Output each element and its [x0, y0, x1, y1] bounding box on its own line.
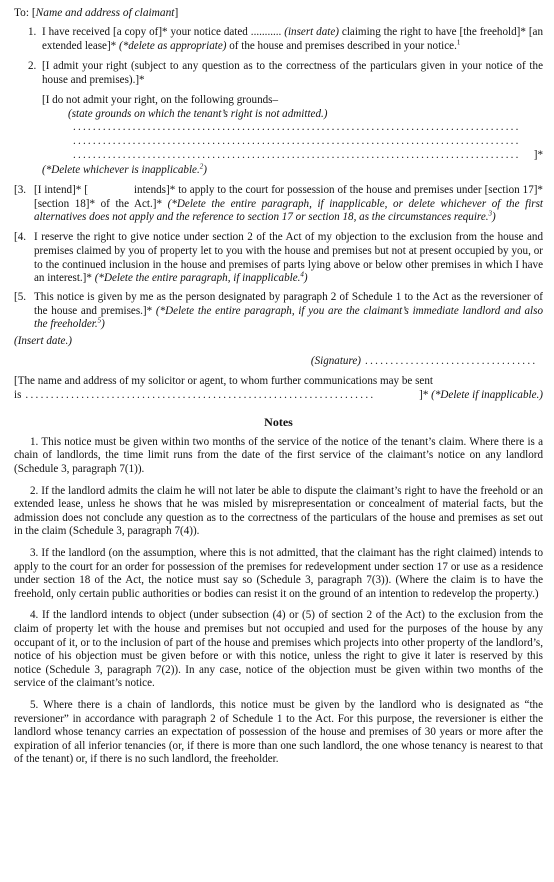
paragraph-5 — [14, 291, 543, 332]
solicitor-dots: ..................................................................... — [25, 389, 376, 402]
grounds-dots: .......................................................................................... — [73, 148, 521, 161]
footnote-ref: 4 — [300, 270, 304, 279]
to-close-bracket: ] — [174, 7, 179, 19]
paragraph-3-text-a: [I intend]* [ — [34, 184, 88, 197]
close-paren: ) — [303, 272, 308, 285]
insert-date-label: (Insert date.) — [14, 335, 72, 348]
paragraph-4-text: I reserve the right to give notice under section 2 of the Act of my objection to the exclusion from the house and premises claimed by you of property let to you with the house and premises but not at present occupied by you, or to the continued inclusion in the house and premises of parts lying above or below other premises in which I have an interest.]* — [34, 231, 543, 285]
not-admit-right-text: [I do not admit your right, on the following grounds– — [42, 93, 279, 106]
grounds-dotted-line-1: .......................................................................................... — [73, 121, 521, 134]
footnote-ref: 2 — [199, 162, 204, 171]
paragraph-5-text: This notice is given by me as the person designated by paragraph 2 of Schedule 1 to the Act as the reversioner of the house and premises.]* — [34, 290, 543, 317]
grounds-dotted-line-3 — [73, 149, 543, 163]
note-4: 4. If the landlord intends to object (under subsection (4) or (5) of section 2 of the Act) to the exclusion from the claim of property let with the house and premises but not occupied and used for the purposes of the house by any occupant of it, or to the inclusion of part of the house and premises which projects into other property of the landlord’s, notice of his objection must be given before or with this notice, unless the right to give it later is reserved by this notice (Schedule 3, paragraph 7(2)). In any case, notice of the objection must be given within two months of the service of the claimant’s notice. — [14, 609, 543, 690]
paragraph-number: [3. — [14, 184, 27, 197]
grounds-instruction: (state grounds on which the tenant’s right is not admitted.) — [68, 107, 328, 120]
claimant-name-placeholder: Name and address of claimant — [35, 7, 175, 19]
paragraph-1-text-a: I have received [a copy of]* your notice dated — [42, 26, 248, 38]
paragraph-number: [4. — [14, 231, 27, 244]
paragraph-4-instruction: (*Delete the entire paragraph, if inapplicable. — [94, 272, 301, 285]
footnote-ref: 5 — [97, 316, 102, 325]
signature-line — [14, 355, 543, 369]
paragraph-4 — [14, 231, 543, 286]
close-paren: ) — [203, 164, 207, 177]
delete-whichever-note — [42, 164, 543, 178]
note-5: 5. Where there is a chain of landlords, this notice must be given by the landlord who is designated as “the reversioner” in accordance with paragraph 2 of Schedule 1 to the Act. For this purpose, the reversioner is either the landlord whose tenancy carries an expectation of possession of the house and premises of 30 years or more after the expiration of all inferior tenancies (or, if there is more than one such landlord, the one whose tenancy is nearest to that of the tenant) or, if there is no such landlord, the freeholder. — [14, 698, 543, 766]
close-paren: ) — [101, 318, 105, 331]
paragraph-3-instruction: (*Delete the entire paragraph, if inapplicable, or delete whichever of the first alternatives does not apply and the reference to section 17 or section 18, as the circumstances require. — [34, 197, 543, 224]
paragraph-number: 2. — [28, 60, 37, 73]
addressee-line — [14, 6, 543, 20]
paragraph-3-text-b: intends]* to apply to the court for possession of the house and premises under [section 17]* [section 18]* of the Act.]* — [34, 184, 543, 210]
grounds-close: ]* — [533, 148, 543, 161]
paragraph-number: [5. — [14, 290, 27, 303]
paragraph-1-text-c: claiming the right to have [the freehold]* [an extended lease]* — [42, 26, 543, 52]
notes-heading: Notes — [264, 414, 293, 429]
close-paren: ) — [492, 211, 496, 224]
paragraph-3 — [14, 184, 543, 225]
to-label: To: [ — [14, 7, 36, 19]
grounds-dotted-line-2: .......................................................................................... — [73, 134, 521, 147]
paragraph-5-instruction: (*Delete the entire paragraph, if you are the claimant’s immediate landlord and also the freeholder. — [34, 304, 543, 331]
paragraph-number: 1. — [28, 26, 37, 38]
delete-whichever-text: (*Delete whichever is inapplicable. — [42, 164, 200, 177]
solicitor-delete-note: (*Delete if inapplicable.) — [431, 389, 543, 402]
note-1: 1. This notice must be given within two months of the service of the notice of the tenant’s claim. Where there is a chain of landlords, the time limit runs from the date of the first service of the claimant’s notice on any landlord (Schedule 3, paragraph 7(1)). — [14, 435, 543, 476]
delete-instruction: (*delete as appropriate) — [119, 39, 227, 52]
footnote-ref: 1 — [456, 38, 461, 47]
insert-date-instruction: (insert date) — [284, 26, 339, 38]
paragraph-2 — [28, 60, 543, 87]
note-3: 3. If the landlord (on the assumption, where this is not admitted, that the claimant has the right claimed) intends to apply to the court for an order for possession of the premises for redevelopment under section 17 or use as a residence under section 18 of the Act, the notice must say so (Schedule 3, paragraph 7(3)). (Where the claim is to have the freehold, only certain public authorities or bodies can resist it on the ground of an intention to redevelop the property.) — [14, 547, 543, 600]
footnote-ref: 3 — [488, 209, 493, 218]
solicitor-close: ]* — [419, 389, 429, 402]
admit-right-text: [I admit your right (subject to any question as to the correctness of the particulars given in your notice of the house and premises).]* — [42, 60, 543, 87]
signature-label: (Signature) — [310, 354, 361, 367]
date-dots: ........... — [250, 26, 282, 38]
note-2: 2. If the landlord admits the claim he will not later be able to dispute the claimant’s right to have the freehold or an extended lease, unless he shows that he was misled by misrepresentation or concealment of material facts, but the admission does not conclude any question as to the correctness of the particulars of the house and premises as set out in the claim (Schedule 3, paragraph 7(4)). — [14, 484, 543, 538]
paragraph-1-text-e: of the house and premises described in your notice. — [229, 39, 457, 52]
signature-dots: .................................. — [365, 354, 538, 367]
solicitor-line-2 — [14, 389, 543, 403]
solicitor-text: [The name and address of my solicitor or agent, to whom further communications may be sent — [14, 375, 433, 388]
solicitor-is: is — [14, 389, 22, 402]
paragraph-1 — [28, 26, 543, 53]
